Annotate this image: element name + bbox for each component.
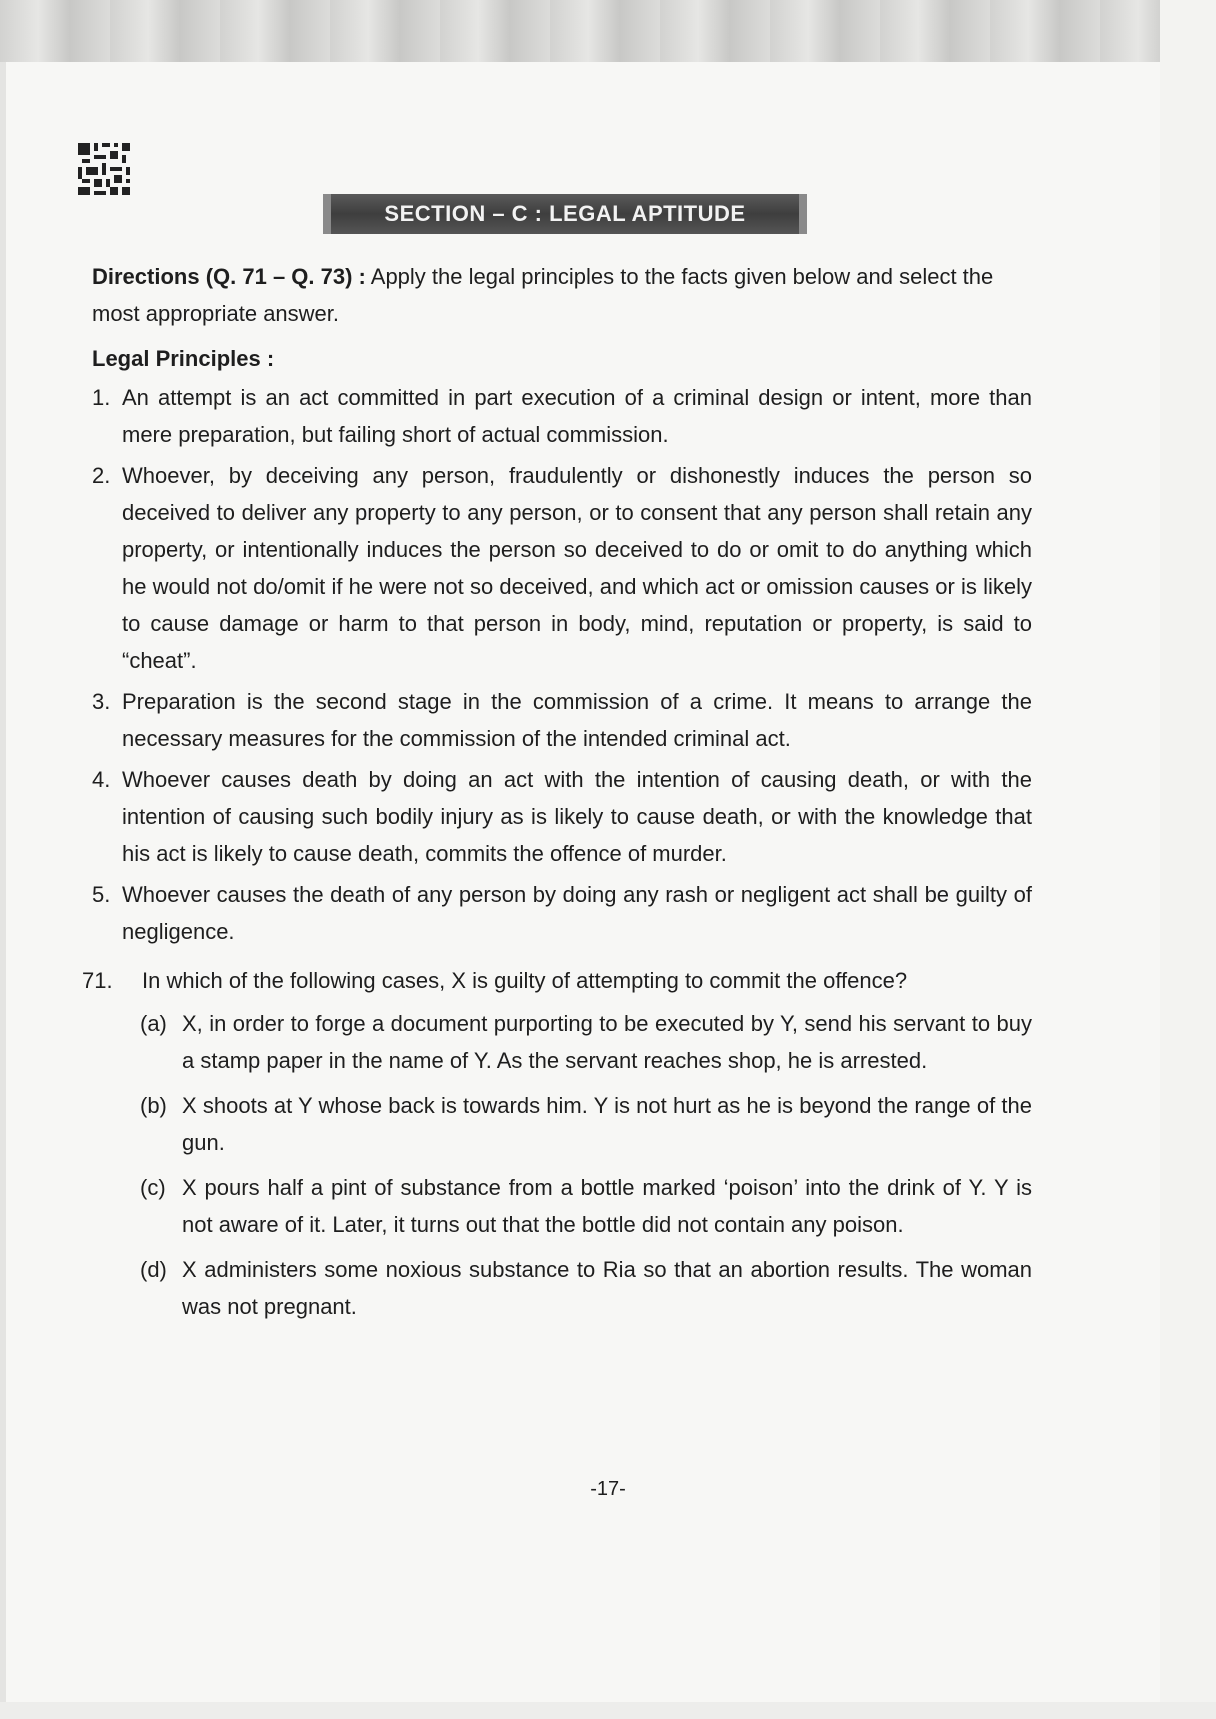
question-number: 71. <box>82 968 113 993</box>
qr-code-icon <box>78 143 130 195</box>
directions-text: Apply the legal principles to the facts given below and select the most appropriate answer. <box>92 264 994 326</box>
legal-principle <box>92 761 1032 872</box>
scan-shadow-top <box>0 0 1160 62</box>
option-c <box>140 1169 1032 1243</box>
principle-text: Preparation is the second stage in the commission of a crime. It means to arrange the necessary measures for the commission of the intended criminal act. <box>122 689 1032 751</box>
principle-number: 1. <box>92 385 111 410</box>
option-text: X, in order to forge a document purporting to be executed by Y, send his servant to buy a stamp paper in the name of Y. As the servant reaches shop, he is arrested. <box>182 1011 1032 1073</box>
legal-principle <box>92 457 1032 679</box>
option-b <box>140 1087 1032 1161</box>
principle-text: Whoever, by deceiving any person, fraudulently or dishonestly induces the person so deceived to deliver any property to any person, or to consent that any person shall retain any property, or intentionally induces the person so deceived to do or omit to do anything which he would not do/omit if he were not so deceived, and which act or omission causes or is likely to cause damage or harm to that person in body, mind, reputation or property, is said to “cheat”. <box>122 463 1032 673</box>
legal-principle <box>92 876 1032 950</box>
page-number: -17- <box>590 1478 626 1500</box>
principle-text: An attempt is an act committed in part execution of a criminal design or intent, more than mere preparation, but failing short of actual commission. <box>122 385 1032 447</box>
legal-principles-heading: Legal Principles : <box>92 346 275 371</box>
option-label: (b) <box>140 1093 167 1118</box>
option-text: X administers some noxious substance to Ria so that an abortion results. The woman was not pregnant. <box>182 1257 1032 1319</box>
scan-margin-right <box>1160 0 1216 1719</box>
exam-content <box>82 258 1032 1333</box>
scan-margin-bottom <box>0 1702 1216 1719</box>
section-title: SECTION – C : LEGAL APTITUDE <box>323 194 807 234</box>
option-label: (a) <box>140 1011 167 1036</box>
option-label: (c) <box>140 1175 166 1200</box>
option-text: X pours half a pint of substance from a bottle marked ‘poison’ into the drink of Y. Y is not aware of it. Later, it turns out that the bottle did not contain any poison. <box>182 1175 1032 1237</box>
option-text: X shoots at Y whose back is towards him. Y is not hurt as he is beyond the range of the gun. <box>182 1093 1032 1155</box>
principle-number: 5. <box>92 882 111 907</box>
legal-principle <box>92 683 1032 757</box>
directions <box>92 258 1032 332</box>
option-label: (d) <box>140 1257 167 1282</box>
principle-text: Whoever causes death by doing an act with the intention of causing death, or with the intention of causing such bodily injury as is likely to cause death, or with the knowledge that his act is likely to cause death, commits the offence of murder. <box>122 767 1032 866</box>
principle-number: 2. <box>92 463 111 488</box>
question-text: In which of the following cases, X is guilty of attempting to commit the offence? <box>142 968 908 993</box>
option-d <box>140 1251 1032 1325</box>
principle-number: 3. <box>92 689 111 714</box>
question-71 <box>82 962 1032 999</box>
legal-principle <box>92 379 1032 453</box>
directions-label: Directions (Q. 71 – Q. 73) : <box>92 264 366 289</box>
principle-text: Whoever causes the death of any person by doing any rash or negligent act shall be guilty of negligence. <box>122 882 1032 944</box>
principle-number: 4. <box>92 767 111 792</box>
option-a <box>140 1005 1032 1079</box>
